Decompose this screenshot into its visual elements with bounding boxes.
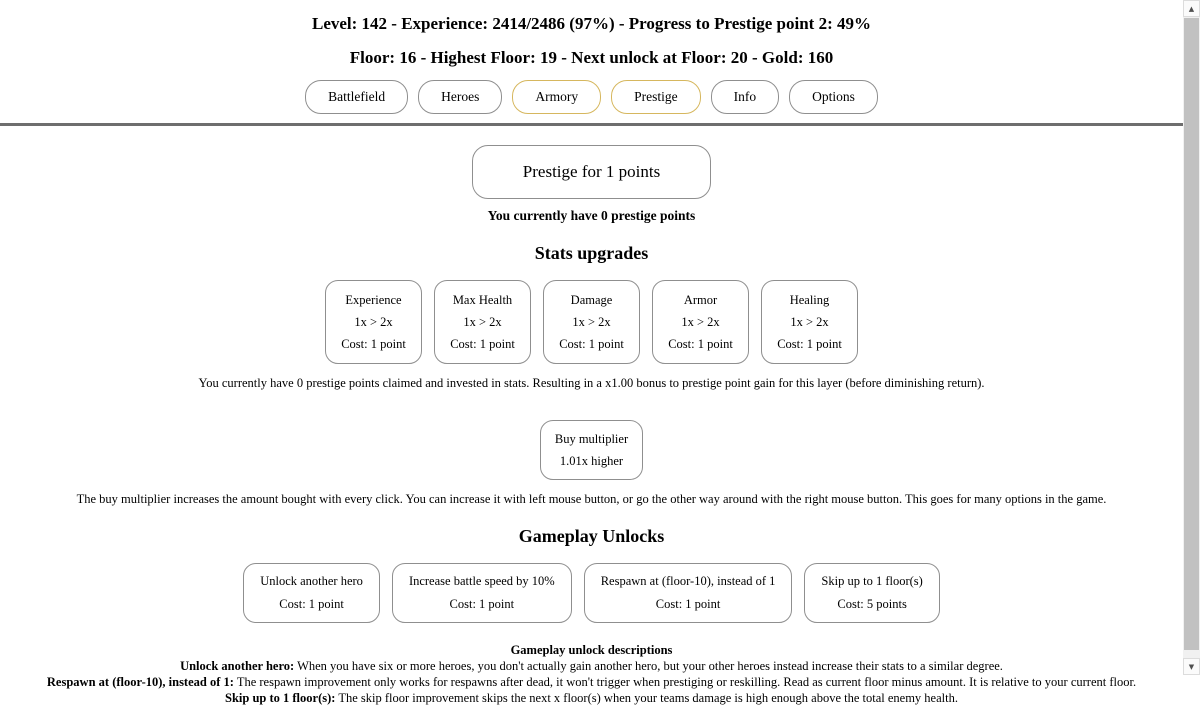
unlock-description-label: Unlock another hero: xyxy=(180,659,295,673)
tab-info[interactable]: Info xyxy=(711,80,780,114)
stats-upgrades-title: Stats upgrades xyxy=(534,243,649,263)
buy-multiplier-description: The buy multiplier increases the amount bought with every click. You can increase it with left mouse button, or go the other way around with the right mouse button. This goes for many options in the game. xyxy=(76,492,1107,506)
unlock-cost: Cost: 1 point xyxy=(655,597,721,611)
scrollbar-up-icon[interactable]: ▲ xyxy=(1183,0,1200,17)
stat-name: Armor xyxy=(683,293,718,307)
stat-change: 1x > 2x xyxy=(572,315,611,329)
stat-change: 1x > 2x xyxy=(463,315,502,329)
increase-battle-speed-button[interactable] xyxy=(392,563,572,623)
unlock-description-text: When you have six or more heroes, you don't actually gain another hero, but your other heroes instead increase their stats to a similar degree. xyxy=(294,659,1003,673)
unlock-description-respawn xyxy=(0,675,1183,690)
stat-name: Max Health xyxy=(452,293,513,307)
unlock-name: Increase battle speed by 10% xyxy=(408,574,555,588)
skip-floor-button[interactable] xyxy=(804,563,939,623)
buy-multiplier-button[interactable] xyxy=(540,420,643,480)
scrollbar-thumb[interactable] xyxy=(1184,18,1199,650)
stat-upgrade-healing-button[interactable] xyxy=(761,280,858,364)
prestige-tab-content xyxy=(0,126,1183,706)
stat-cost: Cost: 1 point xyxy=(668,337,733,351)
stat-cost: Cost: 1 point xyxy=(341,337,406,351)
stat-upgrade-armor-button[interactable] xyxy=(652,280,749,364)
stat-change: 1x > 2x xyxy=(790,315,829,329)
gameplay-unlocks-title: Gameplay Unlocks xyxy=(518,526,665,546)
stat-name: Damage xyxy=(570,293,613,307)
tab-battlefield[interactable]: Battlefield xyxy=(305,80,408,114)
floor-stats-line: Floor: 16 - Highest Floor: 19 - Next unlock at Floor: 20 - Gold: 160 xyxy=(349,48,834,67)
player-stats-line: Level: 142 - Experience: 2414/2486 (97%) - Progress to Prestige point 2: 49% xyxy=(311,14,871,33)
scrollbar-down-icon[interactable]: ▼ xyxy=(1183,658,1200,675)
stat-upgrade-experience-button[interactable] xyxy=(325,280,422,364)
stats-invested-summary: You currently have 0 prestige points claimed and invested in stats. Resulting in a x1.00 bonus to prestige point gain for this layer (before diminishing return). xyxy=(198,376,985,390)
stats-upgrades-row xyxy=(0,280,1183,364)
stat-cost: Cost: 1 point xyxy=(450,337,515,351)
unlock-cost: Cost: 5 points xyxy=(837,597,907,611)
scrollbar[interactable] xyxy=(1183,0,1200,675)
unlock-name: Respawn at (floor-10), instead of 1 xyxy=(600,574,776,588)
main-nav xyxy=(0,80,1183,114)
tab-prestige[interactable]: Prestige xyxy=(611,80,701,114)
stat-name: Healing xyxy=(789,293,830,307)
unlock-description-text: The skip floor improvement skips the next x floor(s) when your teams damage is high enough above the total enemy health. xyxy=(335,691,958,705)
buy-multiplier-value: 1.01x higher xyxy=(559,454,624,468)
unlock-description-text: The respawn improvement only works for respawns after dead, it won't trigger when prestiging or reskilling. Read as current floor minus amount. It is relative to your current floor. xyxy=(233,675,1137,689)
tab-heroes[interactable]: Heroes xyxy=(418,80,502,114)
unlock-another-hero-button[interactable] xyxy=(243,563,380,623)
stat-cost: Cost: 1 point xyxy=(777,337,842,351)
stat-cost: Cost: 1 point xyxy=(559,337,624,351)
stat-change: 1x > 2x xyxy=(681,315,720,329)
unlock-description-label: Skip up to 1 floor(s): xyxy=(225,691,336,705)
buy-multiplier-label: Buy multiplier xyxy=(554,432,629,446)
gameplay-unlocks-row xyxy=(0,563,1183,623)
prestige-points-summary: You currently have 0 prestige points xyxy=(487,208,696,223)
stat-change: 1x > 2x xyxy=(354,315,393,329)
stat-upgrade-damage-button[interactable] xyxy=(543,280,640,364)
prestige-button[interactable]: Prestige for 1 points xyxy=(472,145,711,199)
unlock-descriptions-title: Gameplay unlock descriptions xyxy=(510,643,673,657)
unlock-cost: Cost: 1 point xyxy=(449,597,515,611)
tab-options[interactable]: Options xyxy=(789,80,878,114)
stat-upgrade-max-health-button[interactable] xyxy=(434,280,531,364)
respawn-improvement-button[interactable] xyxy=(584,563,793,623)
tab-armory[interactable]: Armory xyxy=(512,80,601,114)
unlock-name: Skip up to 1 floor(s) xyxy=(821,574,923,588)
unlock-cost: Cost: 1 point xyxy=(279,597,344,611)
stat-name: Experience xyxy=(345,293,402,307)
unlock-description-hero xyxy=(0,659,1183,674)
unlock-description-label: Respawn at (floor-10), instead of 1: xyxy=(46,675,234,689)
unlock-name: Unlock another hero xyxy=(260,574,363,588)
unlock-description-skip xyxy=(0,691,1183,706)
